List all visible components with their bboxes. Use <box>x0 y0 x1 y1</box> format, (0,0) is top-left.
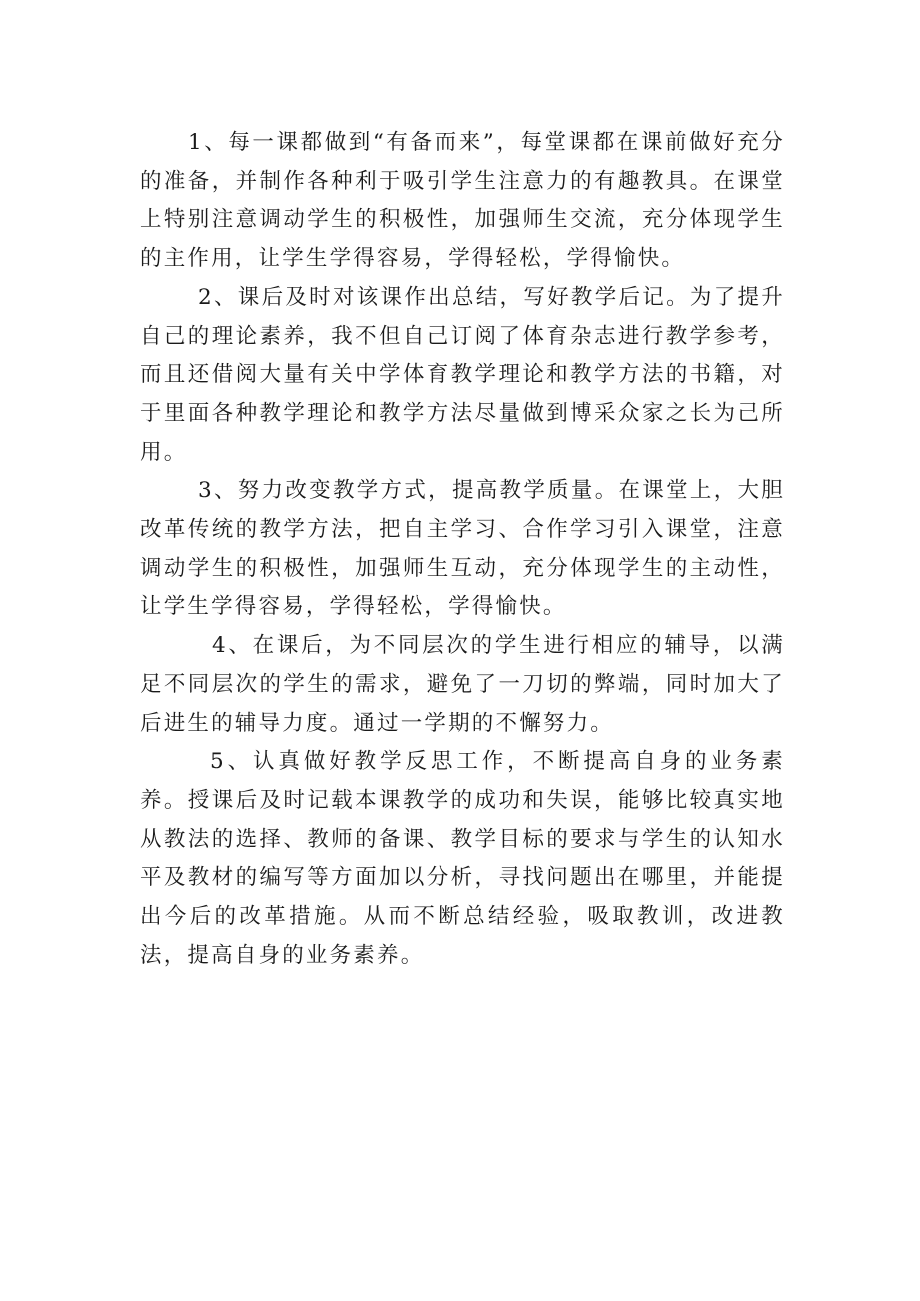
paragraph-5: 5、认真做好教学反思工作，不断提高自身的业务素养。授课后及时记载本课教学的成功和失误，能够比较真实地从教法的选择、教师的备课、教学目标的要求与学生的认知水平及教材的编写等方面加以分析，寻找问题出在哪里，并能提出今后的改革措施。从而不断总结经验，吸取教训，改进教法，提高自身的业务素养。 <box>140 749 785 968</box>
paragraph-4: 4、在课后，为不同层次的学生进行相应的辅导，以满足不同层次的学生的需求，避免了一刀切的弊端，同时加大了后进生的辅导力度。通过一学期的不懈努力。 <box>140 633 785 736</box>
document-body <box>140 124 785 975</box>
paragraph-3: 3、努力改变教学方式，提高教学质量。在课堂上，大胆改革传统的教学方法，把自主学习、合作学习引入课堂，注意调动学生的积极性，加强师生互动，充分体现学生的主动性，让学生学得容易，学得轻松，学得愉快。 <box>140 478 785 620</box>
paragraph-1: 1、每一课都做到“有备而来”，每堂课都在课前做好充分的准备，并制作各种利于吸引学生注意力的有趣教具。在课堂上特别注意调动学生的积极性，加强师生交流，充分体现学生的主作用，让学生学得容易，学得轻松，学得愉快。 <box>140 130 785 272</box>
paragraph-2: 2、课后及时对该课作出总结，写好教学后记。为了提升自己的理论素养，我不但自己订阅了体育杂志进行教学参考，而且还借阅大量有关中学体育教学理论和教学方法的书籍，对于里面各种教学理论和教学方法尽量做到博采众家之长为己所用。 <box>140 284 785 465</box>
